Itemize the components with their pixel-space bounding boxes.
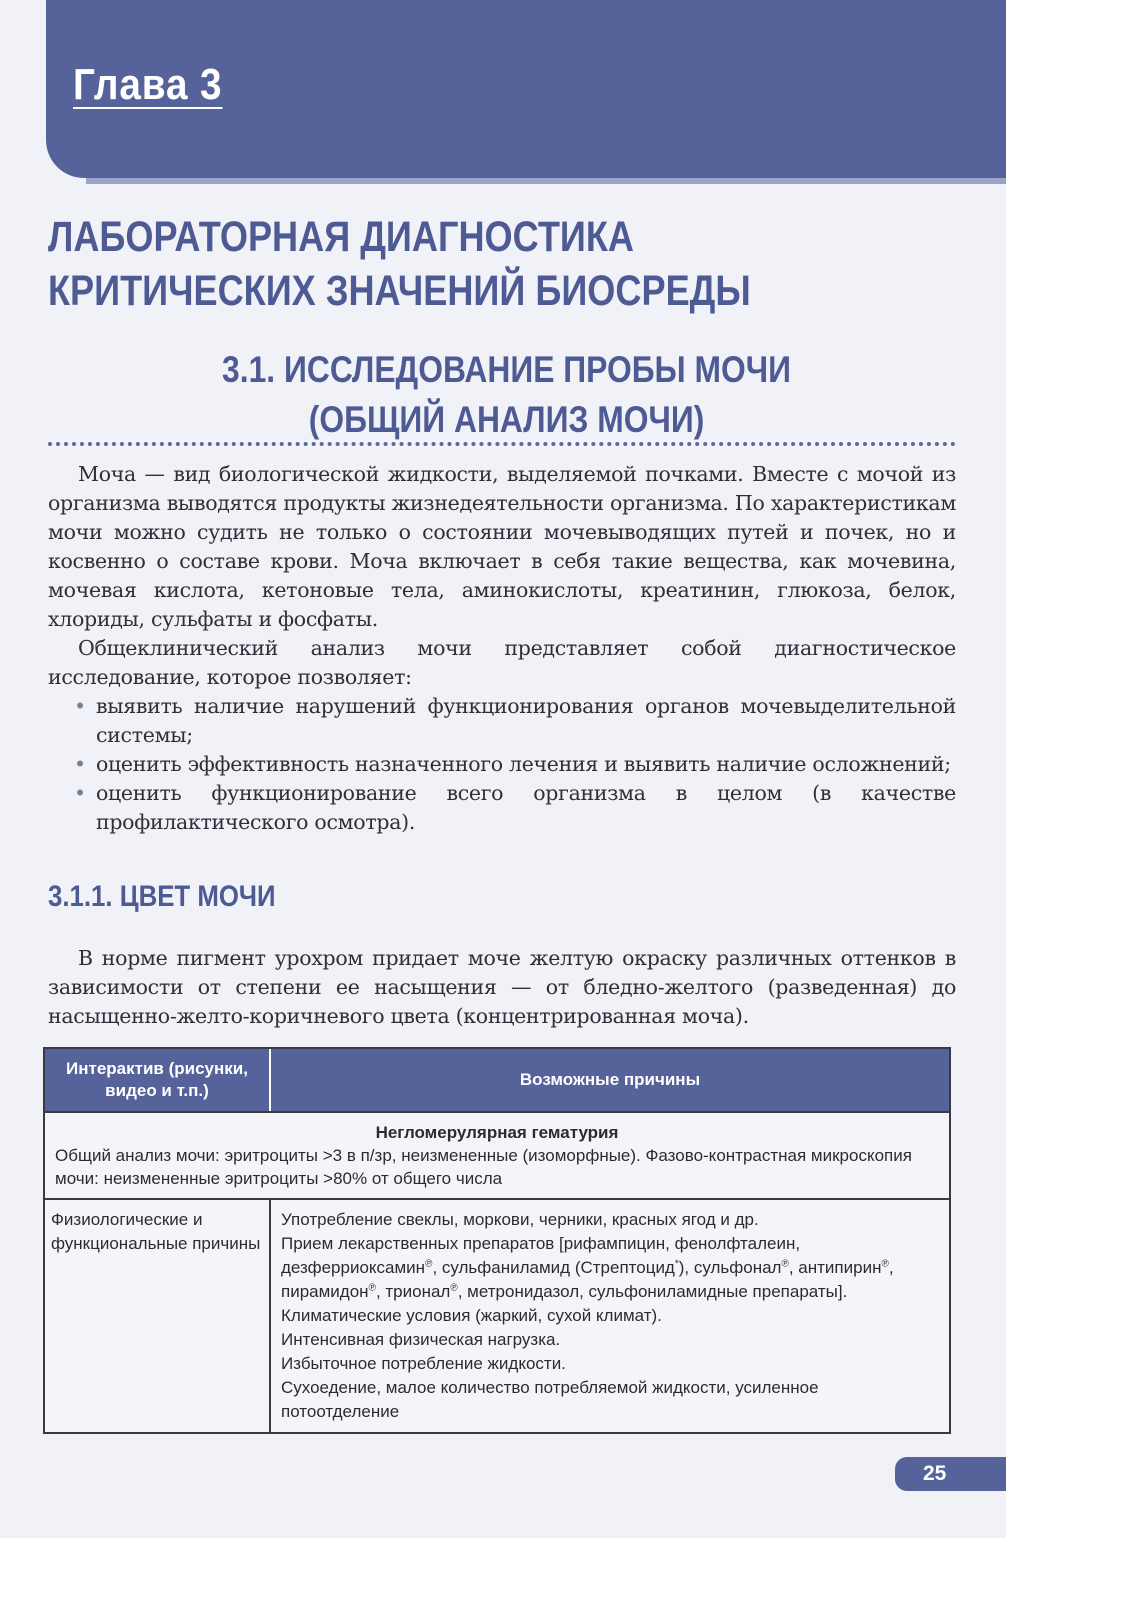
column-header-interactive: Интерактив (рисунки, видео и т.п.) (45, 1049, 271, 1111)
cause-line: Интенсивная физическая нагрузка. (281, 1330, 561, 1349)
bullet-icon: • (74, 694, 86, 718)
dotted-divider (48, 442, 956, 446)
bullet-icon: • (74, 781, 86, 805)
chapter-band-strip (86, 178, 1006, 184)
list-item (48, 750, 956, 779)
cause-line: Употребление свеклы, моркови, черники, красных ягод и др. (281, 1210, 759, 1229)
main-title-line: ЛАБОРАТОРНАЯ ДИАГНОСТИКА (48, 213, 634, 261)
paragraph: Общеклинический анализ мочи представляет собой диагностическое исследование, которое позволяет: (48, 636, 956, 689)
page-number: 25 (895, 1457, 1006, 1491)
list-item-text: выявить наличие нарушений функционирования органов мочевыделительной системы; (96, 694, 956, 747)
section-body (48, 460, 956, 837)
list-item (48, 692, 956, 750)
table-row (45, 1198, 949, 1432)
registered-mark-icon: ℗ (450, 1282, 458, 1294)
span-row-heading: Негломерулярная гематурия (375, 1123, 619, 1142)
list-item-text: оценить функционирование всего организма в целом (в качестве профилактического осмотра). (96, 781, 956, 834)
registered-mark-icon: ℗ (368, 1282, 376, 1294)
section-title-line: (ОБЩИЙ АНАЛИЗ МОЧИ) (308, 399, 705, 440)
causes-table (43, 1047, 951, 1434)
subsection-title: 3.1.1. ЦВЕТ МОЧИ (48, 880, 276, 913)
table-span-row (45, 1111, 949, 1198)
cause-line: Климатические условия (жаркий, сухой климат). (281, 1306, 662, 1325)
list-item-text: оценить эффективность назначенного лечения и выявить наличие осложнений; (96, 752, 951, 776)
asterisk-mark-icon: * (674, 1258, 679, 1270)
column-header-causes: Возможные причины (519, 1070, 701, 1089)
bullet-list (48, 692, 956, 837)
registered-mark-icon: ℗ (425, 1258, 433, 1270)
cause-line: Сухоедение, малое количество потребляемой жидкости, усиленное потоотделение (281, 1378, 819, 1421)
subsection-body (48, 944, 956, 1031)
cause-line: Избыточное потребление жидкости. (281, 1354, 566, 1373)
list-item (48, 779, 956, 837)
paragraph: Моча — вид биологической жидкости, выделяемой почками. Вместе с мочой из организма выводятся продукты жизнедеятельности организма. По характеристикам мочи можно судить не только о состоянии мочевыводящих путей и почек, но и косвенно о составе крови. Моча включает в себя такие вещества, как мочевина, мочевая кислота, кетоновые тела, аминокислоты, креатинин, глюкоза, белок, хлориды, сульфаты и фосфаты. (48, 462, 956, 631)
main-title-line: КРИТИЧЕСКИХ ЗНАЧЕНИЙ БИОСРЕДЫ (48, 267, 751, 315)
bullet-icon: • (74, 752, 86, 776)
row-causes (271, 1200, 949, 1432)
section-title (114, 345, 898, 445)
span-row-text: Общий анализ мочи: эритроциты >3 в п/зр, неизмененные (изоморфные). Фазово-контрастная микроскопия мочи: неизмененные эритроциты >80% от общего числа (55, 1146, 912, 1188)
table-header (45, 1049, 949, 1111)
section-title-line: 3.1. ИССЛЕДОВАНИЕ ПРОБЫ МОЧИ (222, 349, 792, 390)
row-label: Физиологические и функциональные причины (45, 1200, 271, 1432)
registered-mark-icon: ℗ (781, 1258, 789, 1270)
registered-mark-icon: ℗ (881, 1258, 889, 1270)
main-title (48, 210, 751, 318)
chapter-title: Глава 3 (73, 60, 223, 109)
paragraph: В норме пигмент урохром придает моче желтую окраску различных оттенков в зависимости от степени ее насыщения — от бледно-желтого (разведенная) до насыщенно-желто-коричневого цвета (концентрированная моча). (48, 946, 956, 1028)
cause-line-drugs: Прием лекарственных препаратов [рифампицин, фенолфталеин, дезферриоксамин℗, сульфаниламид (Стрептоцид*), сульфонал℗, антипирин℗, пирамидон℗, трионал℗, метронидазол, сульфониламидные препараты]. (281, 1234, 894, 1301)
